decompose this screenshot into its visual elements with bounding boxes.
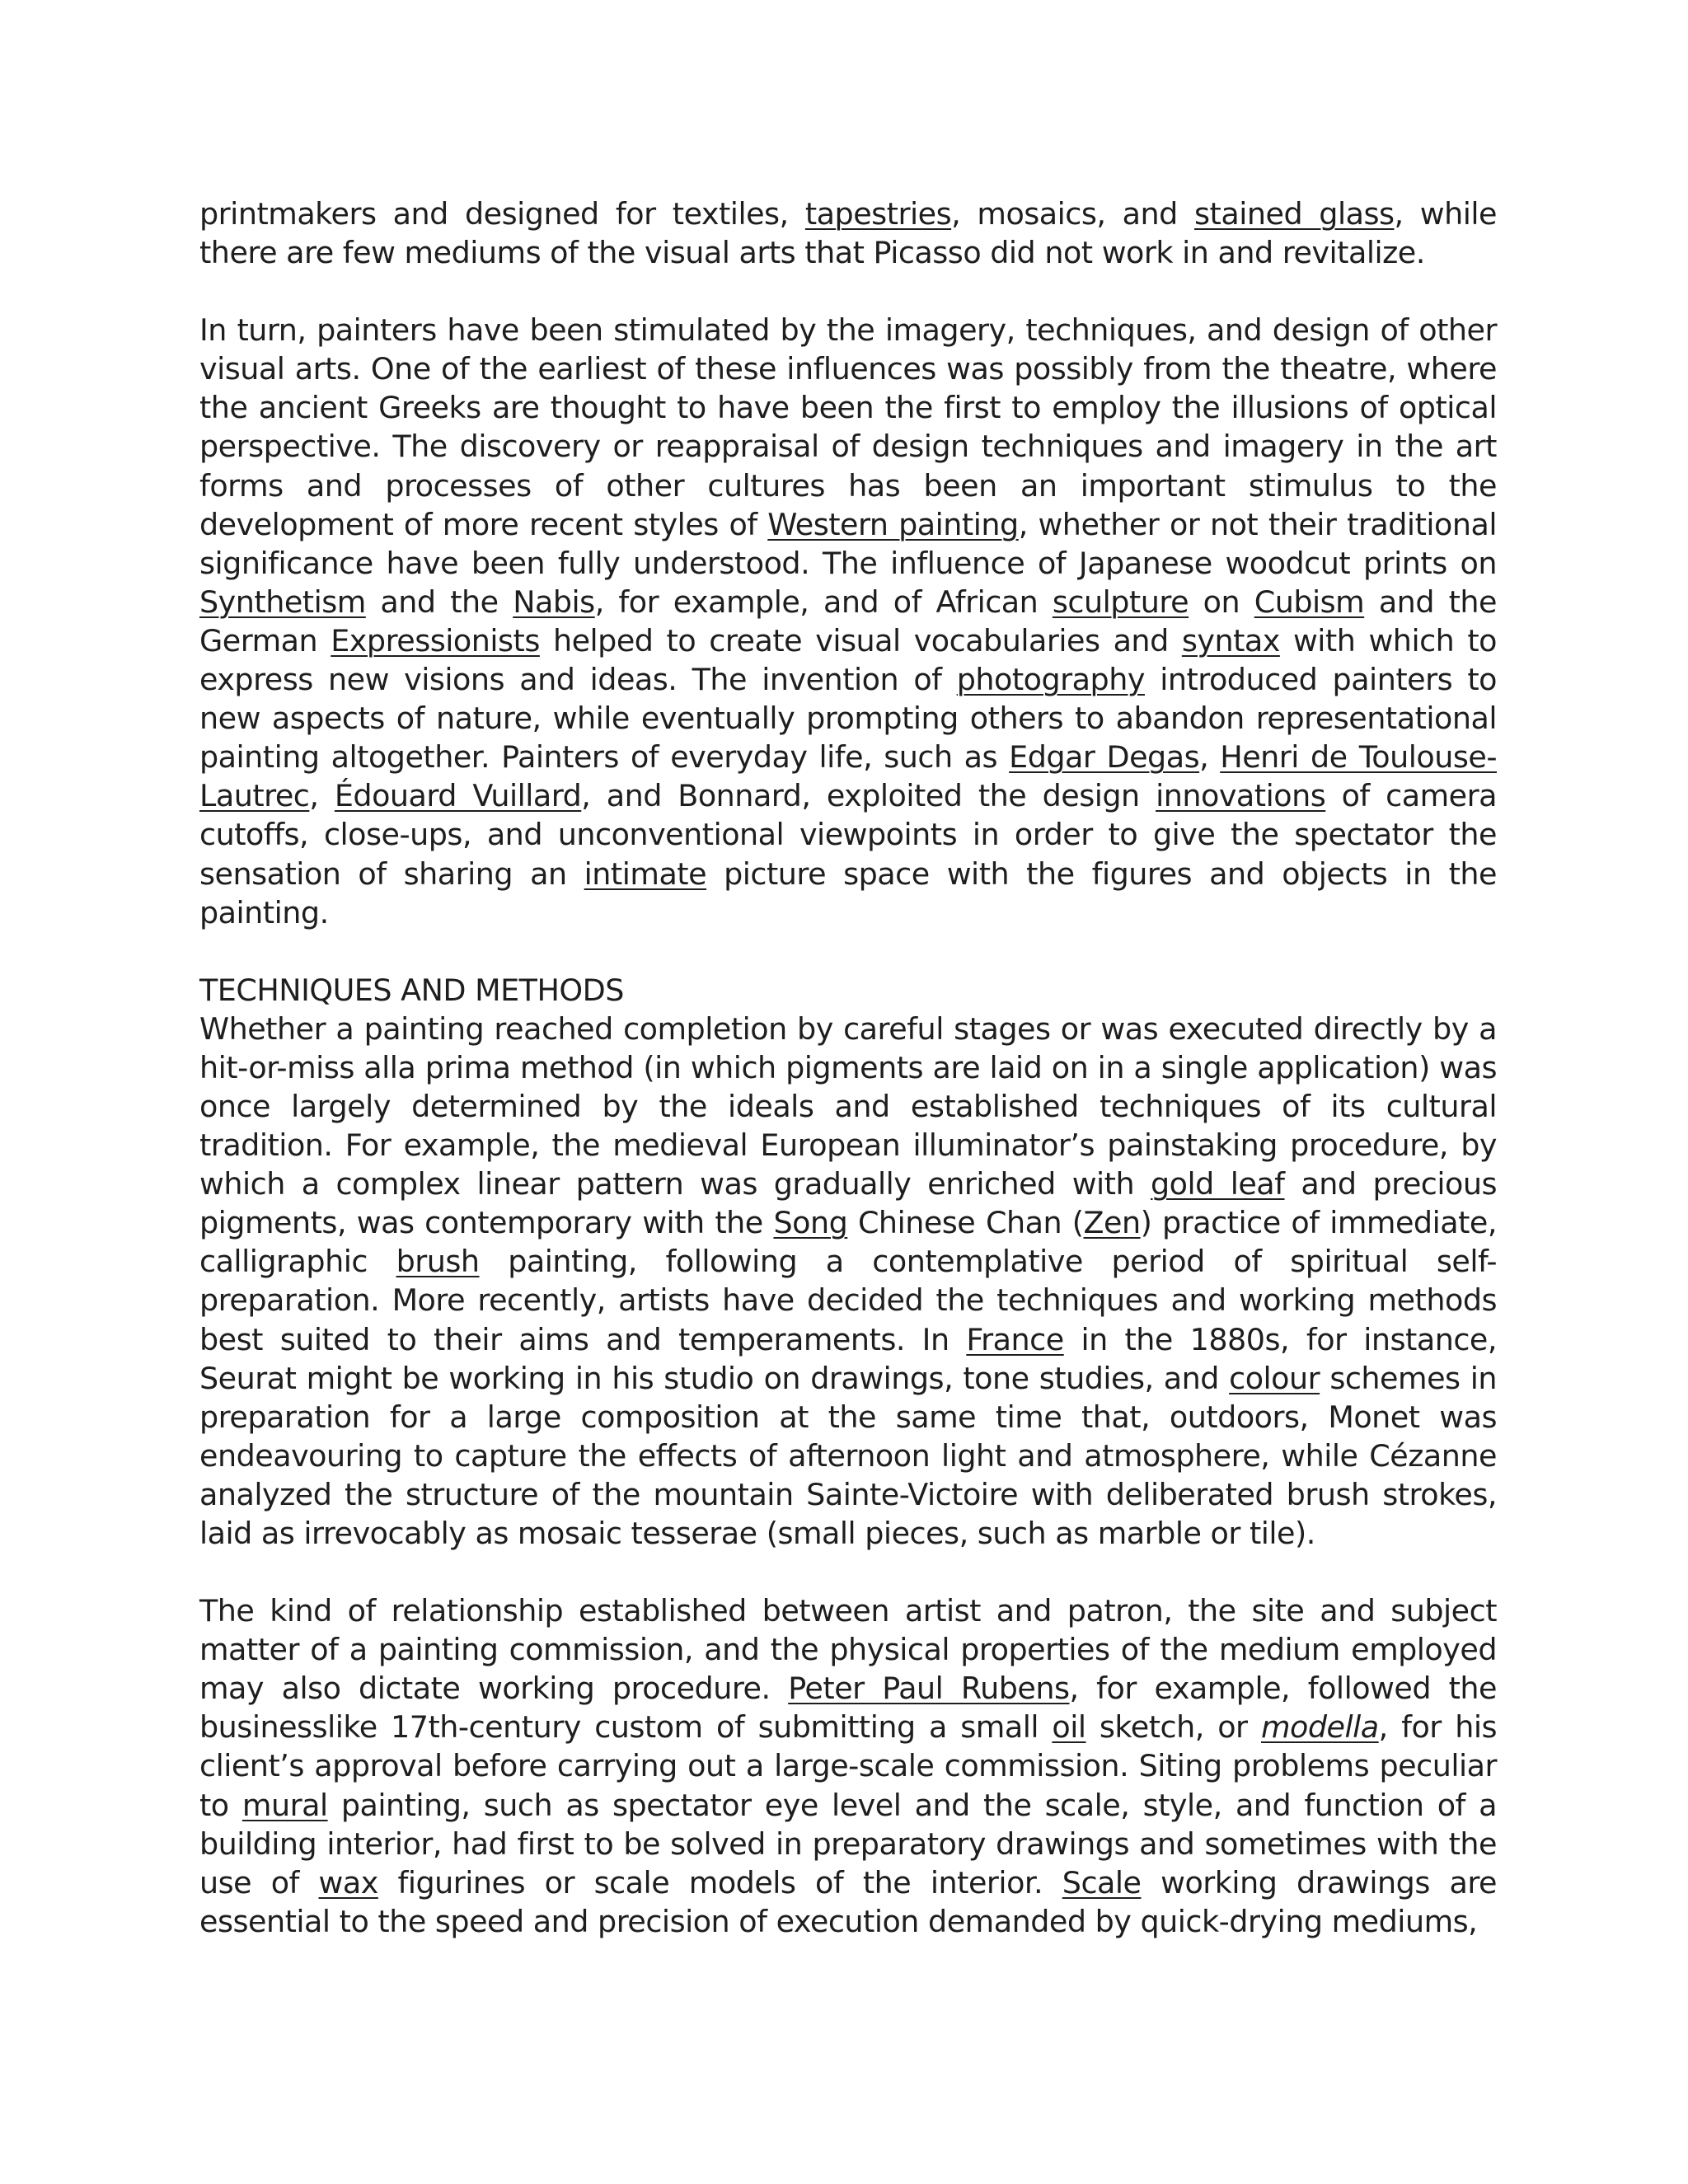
link-synthetism[interactable]: Synthetism xyxy=(199,583,366,620)
text-run: Whether a painting reached completion by careful stages or was executed directly by a hit-or-miss alla prima method (in which pigments are laid on in a single application) was once largely determined by the ideals and established techniques of its cultural tradition. For example, the medieval European illuminator’s painstaking procedure, by which a complex linear pattern was gradually enriched with xyxy=(199,1010,1497,1202)
techniques-section xyxy=(199,1010,1497,1941)
text-run: , for example, followed the businesslike 17th-century custom of submitting a small xyxy=(199,1671,1498,1746)
link-expressionists[interactable]: Expressionists xyxy=(331,622,540,658)
text-run: , for his client’s approval before carrying out a large-scale commission. Siting problems peculiar to xyxy=(199,1709,1497,1823)
text-run: , for example, and of African xyxy=(594,583,1053,620)
link-nabis[interactable]: Nabis xyxy=(513,583,595,620)
paragraph-p1 xyxy=(199,194,1497,272)
link-sculpture[interactable]: sculpture xyxy=(1052,583,1189,620)
link-oil[interactable]: oil xyxy=(1052,1709,1086,1746)
link-gold-leaf[interactable]: gold leaf xyxy=(1151,1166,1285,1202)
text-run: ) practice of immediate, calligraphic xyxy=(199,1205,1497,1280)
link-innovations[interactable]: innovations xyxy=(1156,778,1326,814)
text-run: and the German xyxy=(199,583,1497,658)
link-scale[interactable]: Scale xyxy=(1062,1864,1142,1900)
link-wax[interactable]: wax xyxy=(318,1864,378,1900)
text-run: painting, such as spectator eye level and the scale, style, and function of a building interior, had first to be solved in preparatory drawings and sometimes with the use of xyxy=(199,1787,1498,1900)
section-heading: TECHNIQUES AND METHODS xyxy=(199,972,624,1008)
paragraph-p3 xyxy=(199,1010,1497,1553)
link-henri-de-toulouse-lautrec[interactable]: Henri de Toulouse-Lautrec xyxy=(199,739,1497,814)
text-run: sketch, or xyxy=(1085,1709,1261,1746)
text-run: picture space with the figures and objects in the painting. xyxy=(199,855,1497,930)
intro-section xyxy=(199,194,1497,932)
text-run: painting, following a contemplative period of spiritual self-preparation. More recently, artists have decided the techniques and working methods best suited to their aims and temperaments. In xyxy=(199,1244,1498,1357)
text-run: with which to express new visions and ideas. The invention of xyxy=(199,622,1498,698)
text-run: of camera cutoffs, close-ups, and unconventional viewpoints in order to give the spectator the sensation of sharing an xyxy=(199,778,1497,892)
link-peter-paul-rubens[interactable]: Peter Paul Rubens xyxy=(788,1671,1070,1707)
link-cubism[interactable]: Cubism xyxy=(1254,583,1365,620)
text-run: , mosaics, and xyxy=(951,196,1195,232)
text-run: and the xyxy=(365,583,513,620)
text-run: , whether or not their traditional significance have been fully understood. The influence of Japanese woodcut prints on xyxy=(199,506,1497,581)
text-run: introduced painters to new aspects of nature, while eventually prompting others to abandon representational painting altogether. Painters of everyday life, such as xyxy=(199,662,1497,776)
link-song[interactable]: Song xyxy=(773,1205,848,1241)
paragraph-p2 xyxy=(199,311,1497,932)
text-run: In turn, painters have been stimulated by the imagery, techniques, and design of other visual arts. One of the earliest of these influences was possibly from the theatre, where the ancient Greeks are thought to have been the first to employ the illusions of optical perspective. The discovery or reappraisal of design techniques and imagery in the art forms and processes of other cultures has been an important stimulus to the development of more recent styles of xyxy=(199,312,1497,542)
text-run: printmakers and designed for textiles, xyxy=(199,196,805,232)
link-stained-glass[interactable]: stained glass xyxy=(1194,196,1395,232)
text-run: working drawings are essential to the speed and precision of execution demanded by quick-drying mediums, xyxy=(199,1864,1497,1939)
text-run: figurines or scale models of the interior. xyxy=(377,1864,1062,1900)
link-brush[interactable]: brush xyxy=(396,1244,480,1280)
link-photography[interactable]: photography xyxy=(956,662,1145,698)
text-run: , xyxy=(1199,739,1221,776)
text-run: on xyxy=(1189,583,1254,620)
link-modella[interactable]: modella xyxy=(1260,1709,1379,1746)
document-page xyxy=(199,194,1497,1980)
link-zen[interactable]: Zen xyxy=(1083,1205,1141,1241)
paragraph-p4 xyxy=(199,1591,1497,1941)
text-run: Chinese Chan ( xyxy=(847,1205,1084,1241)
text-run: schemes in preparation for a large composition at the same time that, outdoors, Monet was endeavouring to capture the effects of afternoon light and atmosphere, while Cézanne analyzed the structure of the mountain Sainte-Victoire with deliberated brush strokes, laid as irrevocably as mosaic tesserae (small pieces, such as marble or tile). xyxy=(199,1360,1497,1551)
link-edouard-vuillard[interactable]: Édouard Vuillard xyxy=(334,778,582,814)
text-run: , while there are few mediums of the visual arts that Picasso did not work in and revitalize. xyxy=(199,196,1497,271)
link-western-painting[interactable]: Western painting xyxy=(767,506,1019,542)
text-run: and precious pigments, was contemporary with the xyxy=(199,1166,1497,1241)
text-run: in the 1880s, for instance, Seurat might be working in his studio on drawings, tone studies, and xyxy=(199,1321,1497,1396)
link-tapestries[interactable]: tapestries xyxy=(804,196,952,232)
text-run: , xyxy=(309,778,335,814)
link-edgar-degas[interactable]: Edgar Degas xyxy=(1009,739,1200,776)
link-mural[interactable]: mural xyxy=(241,1787,328,1823)
link-france[interactable]: France xyxy=(966,1321,1064,1357)
text-run: , and Bonnard, exploited the design xyxy=(581,778,1156,814)
text-run: helped to create visual vocabularies and xyxy=(539,622,1182,658)
text-run: The kind of relationship established between artist and patron, the site and subject matter of a painting commission, and the physical properties of the medium employed may also dictate working procedure. xyxy=(199,1593,1497,1707)
link-syntax[interactable]: syntax xyxy=(1181,622,1280,658)
link-intimate[interactable]: intimate xyxy=(584,855,707,892)
link-colour[interactable]: colour xyxy=(1229,1360,1320,1396)
